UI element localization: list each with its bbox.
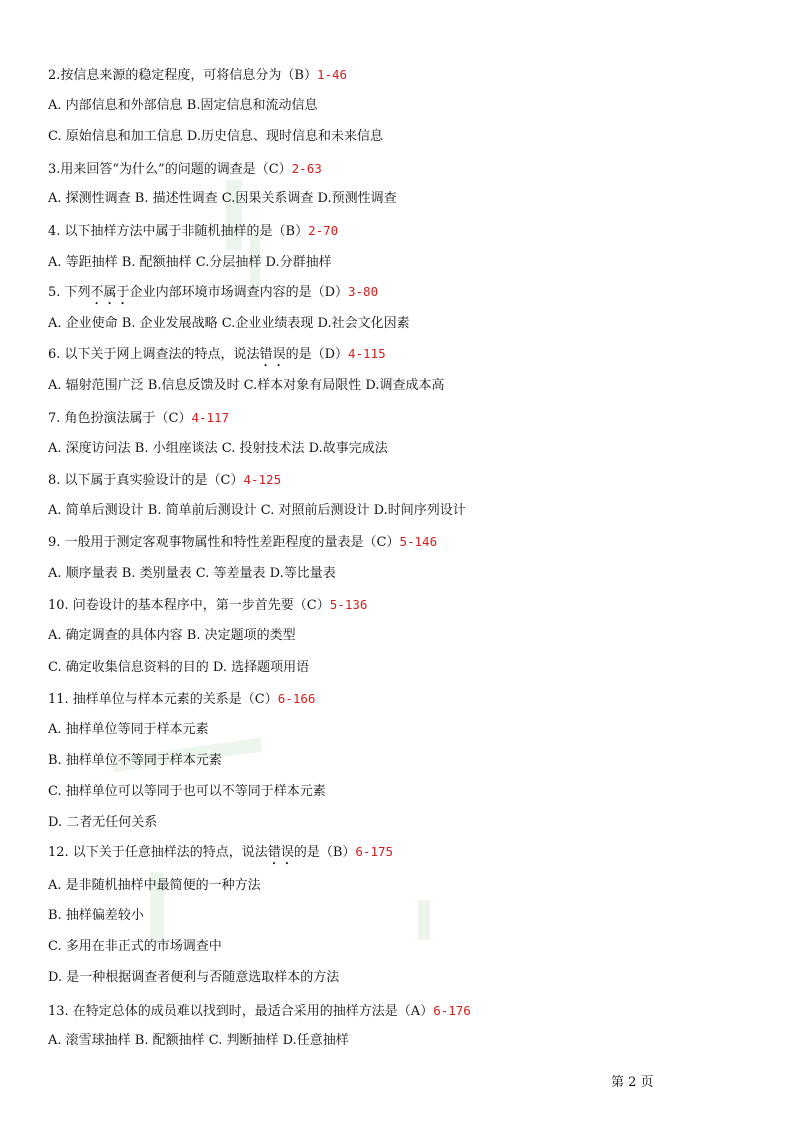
reference-code: 4-117 — [191, 410, 230, 425]
reference-code: 2-70 — [308, 223, 339, 238]
page-number: 第 2 页 — [611, 1075, 654, 1090]
option-line: A. 内部信息和外部信息 B.固定信息和流动信息 — [48, 98, 318, 113]
reference-code: 6-176 — [433, 1003, 471, 1018]
question-line — [48, 283, 378, 308]
question-text: 的是（D） — [285, 347, 348, 362]
option-line: A. 深度访问法 B. 小组座谈法 C. 投射技术法 D.故事完成法 — [48, 441, 388, 456]
option-line: A. 顺序量表 B. 类别量表 C. 等差量表 D.等比量表 — [48, 566, 336, 581]
option-line: A. 滚雪球抽样 B. 配额抽样 C. 判断抽样 D.任意抽样 — [48, 1033, 349, 1048]
option-line: A. 辐射范围广泛 B.信息反馈及时 C.样本对象有局限性 D.调查成本高 — [48, 378, 445, 393]
option-line: A. 等距抽样 B. 配额抽样 C.分层抽样 D.分群抽样 — [48, 255, 332, 270]
option-line: A. 抽样单位等同于样本元素 — [48, 722, 209, 737]
option-line: C. 原始信息和加工信息 D.历史信息、现时信息和未来信息 — [48, 129, 383, 144]
reference-code: 1-46 — [316, 67, 348, 82]
question-text: 6. 以下关于网上调查法的特点，说法 — [48, 347, 260, 362]
option-line: A. 企业使命 B. 企业发展战略 C.企业业绩表现 D.社会文化因素 — [48, 316, 410, 331]
option-line: B. 抽样偏差较小 — [48, 908, 144, 923]
question-text: 11. 抽样单位与样本元素的关系是（C） — [48, 692, 278, 707]
option-line: C. 多用在非正式的市场调查中 — [48, 939, 222, 954]
emphasized-text: 不属于 — [90, 285, 130, 300]
reference-code: 6-166 — [277, 691, 316, 706]
question-text: 7. 角色扮演法属于（C） — [48, 411, 192, 426]
question-line — [48, 222, 338, 241]
question-text: 3.用来回答“为什么”的问题的调查是（C） — [48, 162, 292, 177]
question-text: 2.按信息来源的稳定程度，可将信息分为（B） — [48, 68, 317, 83]
question-line — [48, 1002, 471, 1021]
reference-code: 5-136 — [329, 597, 368, 612]
question-line — [48, 345, 386, 370]
reference-code: 4-115 — [348, 346, 386, 361]
option-line: B. 抽样单位不等同于样本元素 — [48, 753, 222, 768]
question-line — [48, 409, 229, 428]
question-line — [48, 533, 437, 552]
option-line: A. 探测性调查 B. 描述性调查 C.因果关系调查 D.预测性调查 — [48, 191, 397, 206]
question-text: 4. 以下抽样方法中属于非随机抽样的是（B） — [48, 224, 309, 239]
option-line: A. 确定调查的具体内容 B. 决定题项的类型 — [48, 628, 296, 643]
reference-code: 5-146 — [399, 534, 438, 549]
question-text: 8. 以下属于真实验设计的是（C） — [48, 473, 244, 488]
option-line: C. 抽样单位可以等同于也可以不等同于样本元素 — [48, 784, 326, 799]
reference-code: 2-63 — [291, 161, 322, 176]
emphasized-text: 错误 — [267, 845, 294, 860]
question-text: 9. 一般用于测定客观事物属性和特性差距程度的量表是（C） — [48, 535, 400, 550]
question-text: 13. 在特定总体的成员难以找到时，最适合采用的抽样方法是（A） — [48, 1004, 434, 1019]
emphasized-text: 错误 — [259, 347, 286, 362]
question-line — [48, 690, 315, 709]
option-line: D. 二者无任何关系 — [48, 815, 158, 830]
reference-code: 3-80 — [348, 284, 379, 299]
option-line: C. 确定收集信息资料的目的 D. 选择题项用语 — [48, 660, 310, 675]
option-line: D. 是一种根据调查者便利与否随意选取样本的方法 — [48, 970, 340, 985]
question-text: 5. 下列 — [48, 285, 91, 300]
watermark-mark — [418, 900, 430, 940]
option-line: A. 是非随机抽样中最简便的一种方法 — [48, 878, 261, 893]
question-text: 10. 问卷设计的基本程序中，第一步首先要（C） — [48, 598, 330, 613]
reference-code: 6-175 — [355, 844, 394, 859]
question-text: 企业内部环境市场调查内容的是（D） — [129, 285, 348, 300]
question-text: 的是（B） — [293, 845, 356, 860]
reference-code: 4-125 — [243, 472, 282, 487]
question-line — [48, 596, 367, 615]
question-line — [48, 471, 281, 490]
question-text: 12. 以下关于任意抽样法的特点，说法 — [48, 845, 268, 860]
question-line — [48, 160, 322, 179]
question-line — [48, 843, 393, 868]
option-line: A. 简单后测设计 B. 简单前后测设计 C. 对照前后测设计 D.时间序列设计 — [48, 503, 466, 518]
question-line — [48, 66, 347, 85]
